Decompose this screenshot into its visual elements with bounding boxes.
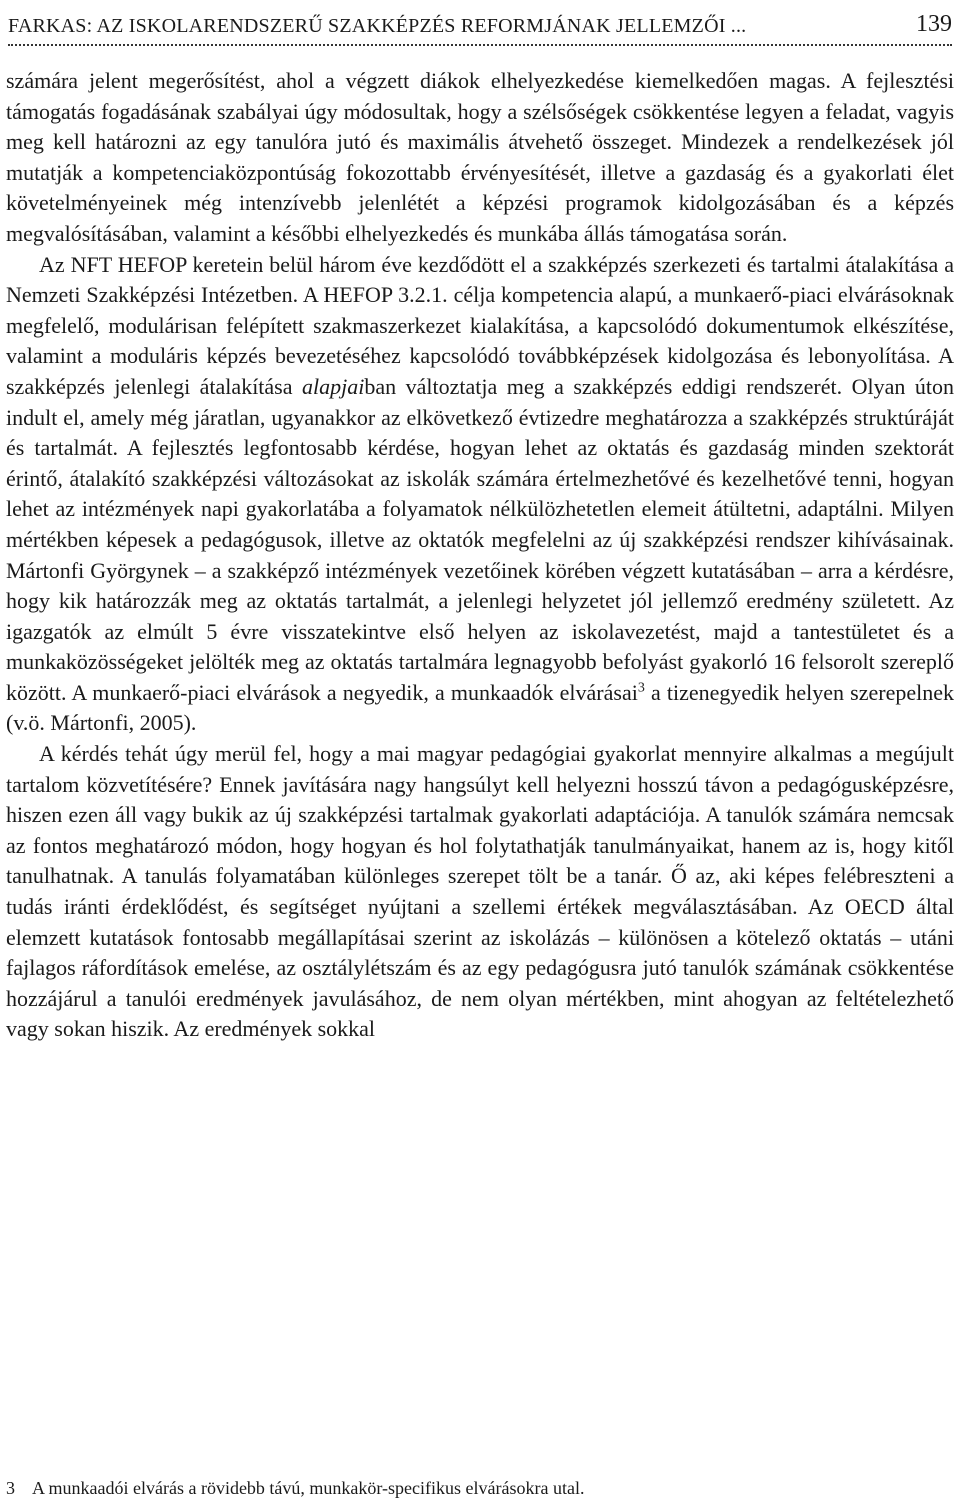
footnote-reference[interactable]: 3: [637, 680, 645, 696]
page-number: 139: [916, 11, 952, 37]
footnote-text: A munkaadói elvárás a rövidebb távú, munkakör-specifikus elvárásokra utal.: [32, 1478, 585, 1498]
paragraph-2-text-c: a tizenegyedik helyen szerepelnek (v.ö. Mártonfi, 2005).: [6, 679, 954, 736]
paragraph-1: [6, 66, 954, 250]
paragraph-1-text: számára jelent megerősítést, ahol a végzett diákok elhelyezkedése kiemelkedően magas. A fejlesztési támogatás fogadásának szabályai úgy módosultak, hogy a szélsőségek csökkentése legyen a feladat, vagyis meg kell határozni az egy tanulóra jutó és maximális átvehető összeget. Mindezek a rendelkezések jól mutatják a kompetenciaközpontúság fokozottabb érvényesítését, illetve a gazdaság és a gyakorlati élet követelményeinek még intenzívebb jelenlétét a képzési programok kidolgozásában és a képzés megvalósításában, valamint a későbbi elhelyezkedés és munkába állás támogatása során.: [6, 68, 954, 246]
emphasized-word: alapjai: [302, 373, 365, 399]
running-title: FARKAS: AZ ISKOLARENDSZERŰ SZAKKÉPZÉS REFORMJÁNAK JELLEMZŐI ...: [8, 15, 747, 37]
footnote: [6, 1476, 954, 1500]
paragraph-2: [6, 250, 954, 740]
running-header: [8, 4, 952, 38]
paragraph-2-text-a: Az NFT HEFOP keretein belül három éve kezdődött el a szakképzés szerkezeti és tartalmi átalakítása a Nemzeti Szakképzési Intézetben. A HEFOP 3.2.1. célja kompetencia alapú, a munkaerő-piaci elvárásoknak megfelelő, modulárisan felépített szakmaszerkezet kialakítása, a kapcsolódó dokumentumok elkészítése, valamint a moduláris képzés bevezetéséhez kapcsolódó továbbképzések kidolgozása és lebonyolítása. A szakképzés jelenlegi átalakítása: [6, 251, 954, 399]
paragraph-3: [6, 739, 954, 1045]
footnote-number: 3: [6, 1478, 15, 1498]
header-divider: [8, 44, 952, 46]
paragraph-2-text-b: ban változtatja meg a szakképzés eddigi rendszerét. Olyan úton indult el, amely még járatlan, ugyanakkor az elkövetkező évtizedre meghatározza a szakképzés struktúráját és tartalmát. A fejlesztés legfontosabb kérdése, hogyan lehet az oktatás és gazdaság minden szektorát érintő, átalakító szakképzési változásokat az iskolák számára értelmezhetővé és kezelhetővé tenni, hogyan lehet az intézmények napi gyakorlatába a folyamatok nélkülözhetetlen elemeit átültetni, adaptálni. Milyen mértékben képesek a pedagógusok, illetve az oktatók megfelelni az új szakképzési rendszer kihívásainak. Mártonfi Györgynek – a szakképző intézmények vezetőinek körében végzett kutatásában – arra a kérdésre, hogy kik határozzák meg az oktatás tartalmát, a jelenlegi helyzetet jól jellemző eredmény született. Az igazgatók az elmúlt 5 évre visszatekintve első helyen az iskolavezetést, majd a tantestületet és a munkaközösségeket jelölték meg az oktatás tartalmára legnagyobb befolyást gyakorló 16 felsorolt szereplő között. A munkaerő-piaci elvárások a negyedik, a munkaadók elvárásai: [6, 373, 954, 705]
paragraph-3-text: A kérdés tehát úgy merül fel, hogy a mai magyar pedagógiai gyakorlat mennyire alkalmas a megújult tartalom közvetítésére? Ennek javítására nagy hangsúlyt kell helyezni hosszú távon a pedagógusképzésre, hiszen ezen áll vagy bukik az új szakképzési tartalmak gyakorlati adaptációja. A tanulók számára nemcsak az fontos meghatározó módon, hogy hogyan és hol folytathatják tanulmányaikat, hanem az is, hogy kitől tanulhatnak. A tanulás folyamatában különleges szerepet tölt be a tanár. Ő az, aki képes felébreszteni a tudás iránti érdeklődést, és segítséget nyújtani a szellemi értékek megválasztásában. Az OECD által elemzett kutatások fontosabb megállapításai szerint az iskolázás – különösen a kötelező oktatás – utáni fajlagos ráfordítások emelése, az osztálylétszám és az egy pedagógusra jutó tanulók számának csökkentése hozzájárul a tanulói eredmények javulásához, de nem olyan mértékben, mint ahogyan az feltételezhető vagy sokan hiszik. Az eredmények sokkal: [6, 741, 954, 1042]
body-text: [6, 66, 954, 1045]
